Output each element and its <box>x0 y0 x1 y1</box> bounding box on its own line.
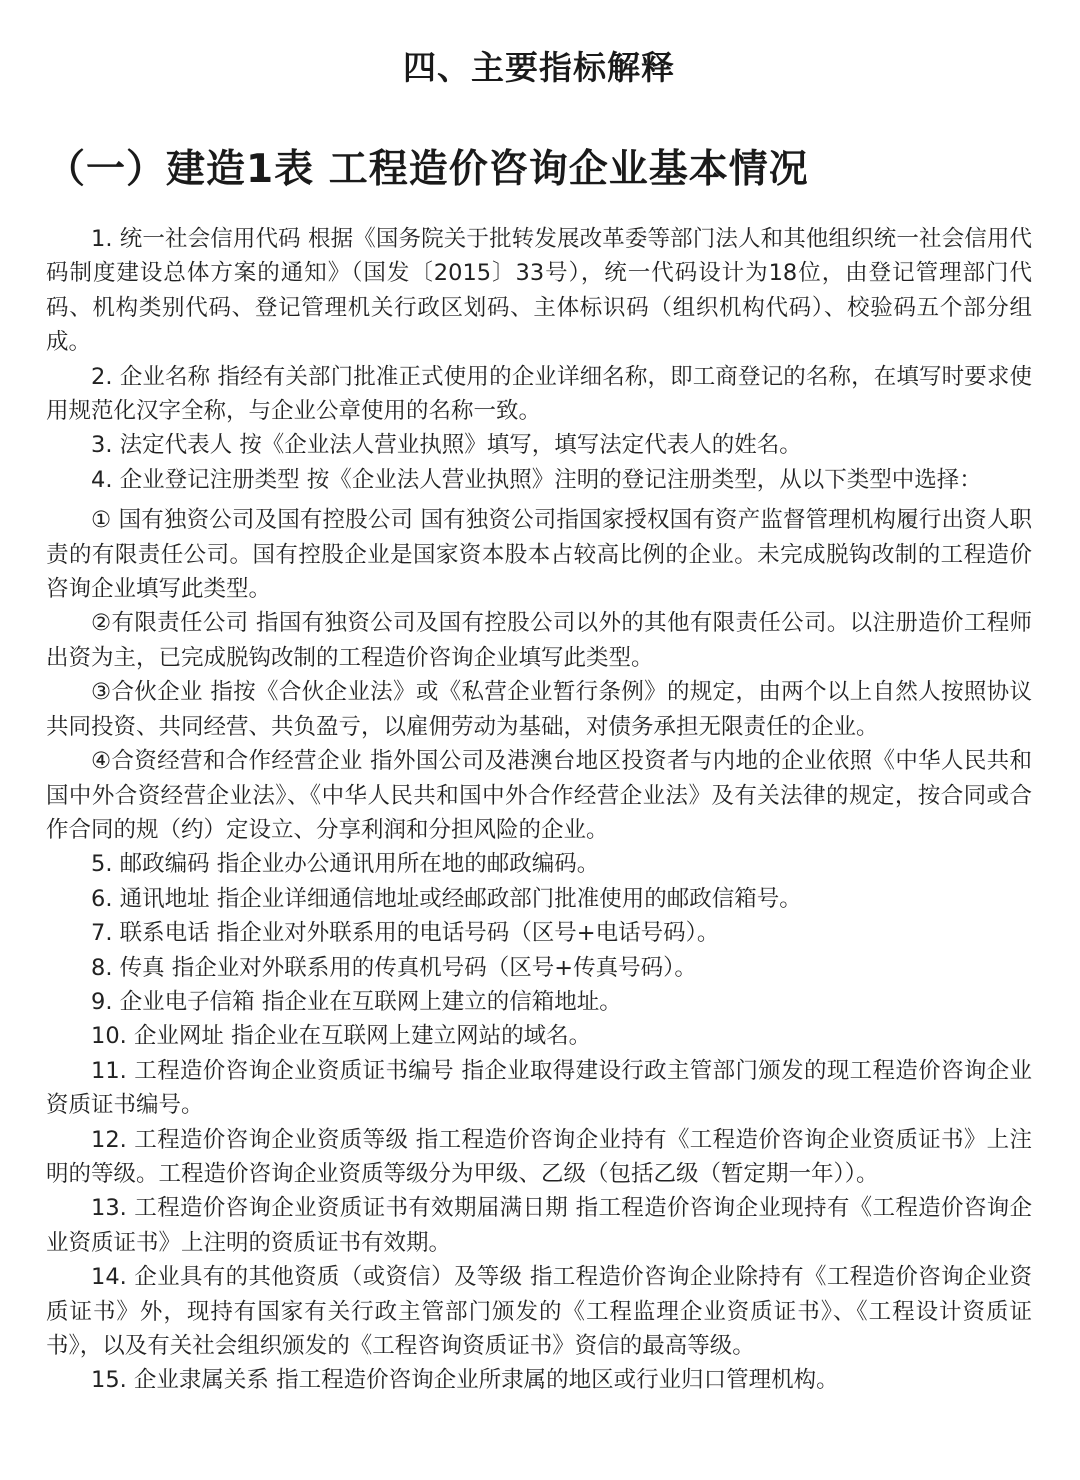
paragraph-7: 7. 联系电话 指企业对外联系用的电话号码（区号+电话号码）。 <box>91 920 720 947</box>
paragraph-6: 6. 通讯地址 指企业详细通信地址或经邮政部门批准使用的邮政信箱号。 <box>91 885 802 912</box>
paragraph-4-4: ④合资经营和合作经营企业 指外国公司及港澳台地区投资者与内地的企业依照《中华人民共和国中外合资经营企业法》、《中华人民共和国中外合作经营企业法》及有关法律的规定，按合同或合作合同的规（约）定设立、分享利润和分担风险的企业。 <box>46 748 1032 843</box>
paragraph-15: 15. 企业隶属关系 指工程造价咨询企业所隶属的地区或行业归口管理机构。 <box>91 1367 839 1394</box>
table-heading: （一）建造1表 工程造价咨询企业基本情况 <box>46 147 809 192</box>
paragraph-13: 13. 工程造价咨询企业资质证书有效期届满日期 指工程造价咨询企业现持有《工程造价咨询企业资质证书》上注明的资质证书有效期。 <box>46 1195 1032 1256</box>
paragraph-4-3: ③合伙企业 指按《合伙企业法》或《私营企业暂行条例》的规定，由两个以上自然人按照协议共同投资、共同经营、共负盈亏，以雇佣劳动为基础，对债务承担无限责任的企业。 <box>46 679 1032 740</box>
paragraph-9: 9. 企业电子信箱 指企业在互联网上建立的信箱地址。 <box>91 988 622 1015</box>
paragraph-2: 2. 企业名称 指经有关部门批准正式使用的企业详细名称，即工商登记的名称，在填写时要求使用规范化汉字全称，与企业公章使用的名称一致。 <box>46 363 1032 425</box>
paragraph-1: 1. 统一社会信用代码 根据《国务院关于批转发展改革委等部门法人和其他组织统一社会信用代码制度建设总体方案的通知》（国发〔2015〕33号），统一代码设计为18位，由登记管理部门代码、机构类别代码、登记管理机关行政区划码、主体标识码（组织机构代码）、校验码五个部分组成。 <box>46 226 1032 356</box>
paragraph-4-1: ① 国有独资公司及国有控股公司 国有独资公司指国家授权国有资产监督管理机构履行出资人职责的有限责任公司。国有控股企业是国家资本股本占较高比例的企业。未完成脱钩改制的工程造价咨询企业填写此类型。 <box>46 507 1032 603</box>
paragraph-4: 4. 企业登记注册类型 按《企业法人营业执照》注明的登记注册类型，从以下类型中选择： <box>91 466 982 493</box>
paragraph-10: 10. 企业网址 指企业在互联网上建立网站的域名。 <box>91 1023 592 1050</box>
section-heading: 四、主要指标解释 <box>403 48 675 87</box>
paragraph-14: 14. 企业具有的其他资质（或资信）及等级 指工程造价咨询企业除持有《工程造价咨询企业资质证书》外，现持有国家有关行政主管部门颁发的《工程监理企业资质证书》、《工程设计资质证书》，以及有关社会组织颁发的《工程咨询资质证书》资信的最高等级。 <box>46 1264 1032 1359</box>
paragraph-12: 12. 工程造价咨询企业资质等级 指工程造价咨询企业持有《工程造价咨询企业资质证书》上注明的等级。工程造价咨询企业资质等级分为甲级、乙级（包括乙级（暂定期一年））。 <box>46 1126 1032 1187</box>
paragraph-8: 8. 传真 指企业对外联系用的传真机号码（区号+传真号码）。 <box>91 954 697 981</box>
paragraph-5: 5. 邮政编码 指企业办公通讯用所在地的邮政编码。 <box>91 851 600 878</box>
document-body <box>46 222 1032 1398</box>
paragraph-4-2: ②有限责任公司 指国有独资公司及国有控股公司以外的其他有限责任公司。以注册造价工程师出资为主，已完成脱钩改制的工程造价咨询企业填写此类型。 <box>46 610 1032 671</box>
paragraph-3: 3. 法定代表人 按《企业法人营业执照》填写，填写法定代表人的姓名。 <box>91 432 802 459</box>
paragraph-11: 11. 工程造价咨询企业资质证书编号 指企业取得建设行政主管部门颁发的现工程造价咨询企业资质证书编号。 <box>46 1057 1032 1119</box>
